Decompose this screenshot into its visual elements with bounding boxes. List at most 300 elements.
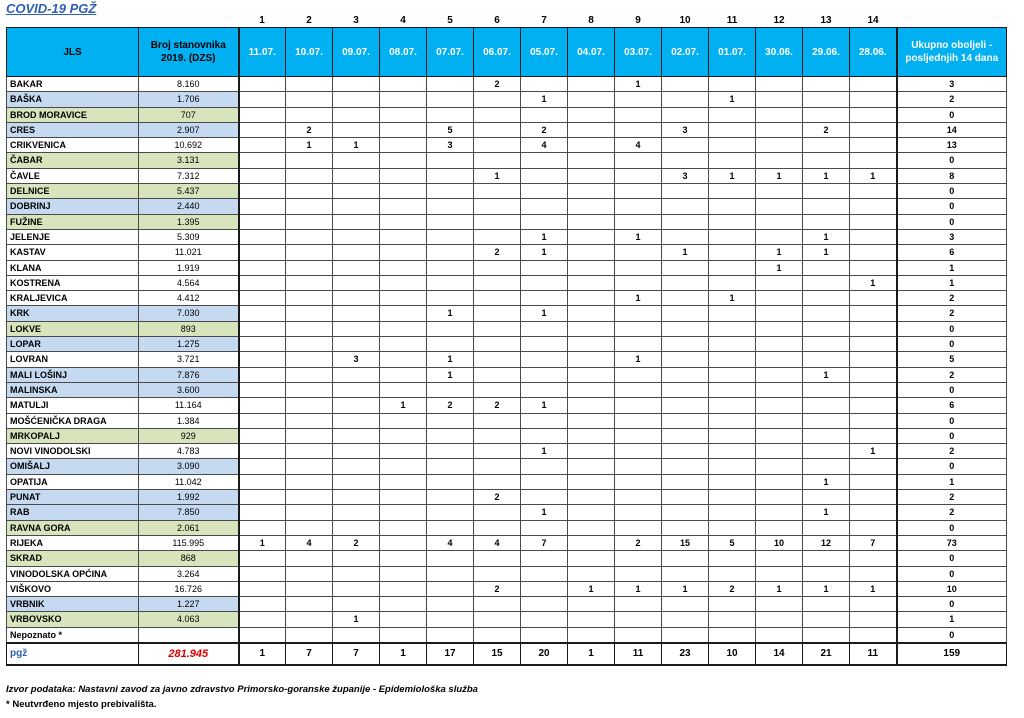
case-count-cell: 5 xyxy=(709,535,756,550)
case-count-cell xyxy=(521,275,568,290)
municipality-name: FUŽINE xyxy=(7,214,139,229)
municipality-name: BROD MORAVICE xyxy=(7,107,139,122)
case-count-cell xyxy=(709,520,756,535)
case-count-cell: 1 xyxy=(615,77,662,92)
case-count-cell xyxy=(427,428,474,443)
case-count-cell xyxy=(474,444,521,459)
case-count-cell xyxy=(521,612,568,627)
case-count-cell xyxy=(239,581,286,596)
case-count-cell xyxy=(239,474,286,489)
case-count-cell xyxy=(756,199,803,214)
case-count-cell xyxy=(850,321,897,336)
day-number: 12 xyxy=(773,15,785,26)
case-count-cell xyxy=(380,77,427,92)
row-total-cell: 0 xyxy=(897,597,1007,612)
case-count-cell: 1 xyxy=(756,260,803,275)
case-count-cell: 1 xyxy=(709,291,756,306)
case-count-cell xyxy=(380,107,427,122)
case-count-cell xyxy=(803,92,850,107)
case-count-cell xyxy=(756,214,803,229)
case-count-cell: 1 xyxy=(521,444,568,459)
case-count-cell: 1 xyxy=(709,92,756,107)
case-count-cell xyxy=(286,306,333,321)
header-row xyxy=(7,28,1007,77)
case-count-cell xyxy=(709,306,756,321)
case-count-cell xyxy=(756,428,803,443)
case-count-cell xyxy=(803,77,850,92)
case-count-cell xyxy=(662,551,709,566)
day-total: 17 xyxy=(427,643,474,665)
case-count-cell xyxy=(709,337,756,352)
case-count-cell xyxy=(239,184,286,199)
row-total-cell: 1 xyxy=(897,474,1007,489)
case-count-cell xyxy=(239,520,286,535)
municipality-name: KRK xyxy=(7,306,139,321)
case-count-cell xyxy=(803,520,850,535)
case-count-cell xyxy=(333,505,380,520)
case-count-cell xyxy=(286,367,333,382)
case-count-cell xyxy=(568,551,615,566)
case-count-cell xyxy=(333,153,380,168)
case-count-cell xyxy=(568,306,615,321)
case-count-cell xyxy=(568,535,615,550)
case-count-cell xyxy=(568,444,615,459)
population-cell: 1.706 xyxy=(139,92,239,107)
case-count-cell xyxy=(756,275,803,290)
table-row xyxy=(7,107,1007,122)
case-count-cell xyxy=(850,490,897,505)
case-count-cell: 1 xyxy=(521,398,568,413)
case-count-cell xyxy=(803,107,850,122)
case-count-cell xyxy=(850,566,897,581)
case-count-cell xyxy=(850,214,897,229)
case-count-cell xyxy=(662,490,709,505)
case-count-cell xyxy=(568,382,615,397)
population-cell: 10.692 xyxy=(139,138,239,153)
case-count-cell xyxy=(709,597,756,612)
case-count-cell: 7 xyxy=(850,535,897,550)
row-total-cell: 5 xyxy=(897,352,1007,367)
case-count-cell xyxy=(709,627,756,643)
case-count-cell xyxy=(615,398,662,413)
table-row xyxy=(7,367,1007,382)
case-count-cell xyxy=(850,229,897,244)
case-count-cell xyxy=(850,459,897,474)
case-count-cell xyxy=(568,229,615,244)
day-total: 1 xyxy=(239,643,286,665)
case-count-cell xyxy=(474,367,521,382)
municipality-name: MOŠĆENIČKA DRAGA xyxy=(7,413,139,428)
population-cell: 2.061 xyxy=(139,520,239,535)
case-count-cell xyxy=(380,367,427,382)
case-count-cell xyxy=(662,229,709,244)
case-count-cell xyxy=(615,490,662,505)
case-count-cell xyxy=(286,459,333,474)
case-count-cell: 1 xyxy=(568,581,615,596)
case-count-cell xyxy=(709,184,756,199)
case-count-cell xyxy=(239,138,286,153)
table-row xyxy=(7,627,1007,643)
row-total-cell: 1 xyxy=(897,260,1007,275)
case-count-cell xyxy=(427,199,474,214)
case-count-cell: 1 xyxy=(803,581,850,596)
case-count-cell xyxy=(568,367,615,382)
case-count-cell xyxy=(380,444,427,459)
case-count-cell xyxy=(662,321,709,336)
case-count-cell xyxy=(615,474,662,489)
case-count-cell xyxy=(615,153,662,168)
day-number: 11 xyxy=(726,15,738,26)
table-row xyxy=(7,77,1007,92)
case-count-cell xyxy=(427,184,474,199)
case-count-cell xyxy=(474,92,521,107)
case-count-cell xyxy=(709,214,756,229)
municipality-name: LOPAR xyxy=(7,337,139,352)
case-count-cell xyxy=(756,352,803,367)
case-count-cell: 4 xyxy=(474,535,521,550)
case-count-cell xyxy=(521,352,568,367)
case-count-cell xyxy=(333,107,380,122)
case-count-cell xyxy=(850,474,897,489)
case-count-cell xyxy=(850,551,897,566)
case-count-cell xyxy=(380,612,427,627)
day-number: 8 xyxy=(588,15,594,26)
table-row xyxy=(7,306,1007,321)
case-count-cell xyxy=(286,77,333,92)
date-header: 28.06. xyxy=(850,28,897,77)
case-count-cell xyxy=(380,352,427,367)
case-count-cell xyxy=(286,505,333,520)
table-row xyxy=(7,184,1007,199)
case-count-cell: 1 xyxy=(803,367,850,382)
case-count-cell xyxy=(662,398,709,413)
case-count-cell xyxy=(662,214,709,229)
day-total: 11 xyxy=(850,643,897,665)
case-count-cell: 1 xyxy=(850,168,897,183)
case-count-cell xyxy=(239,291,286,306)
case-count-cell: 1 xyxy=(662,245,709,260)
grand-total: 159 xyxy=(897,643,1007,665)
case-count-cell xyxy=(803,627,850,643)
row-total-cell: 2 xyxy=(897,92,1007,107)
case-count-cell xyxy=(333,199,380,214)
municipality-name: MATULJI xyxy=(7,398,139,413)
row-total-cell: 0 xyxy=(897,107,1007,122)
case-count-cell xyxy=(803,413,850,428)
case-count-cell xyxy=(380,321,427,336)
population-cell: 5.437 xyxy=(139,184,239,199)
case-count-cell xyxy=(662,138,709,153)
municipality-name: CRES xyxy=(7,122,139,137)
row-total-cell: 0 xyxy=(897,184,1007,199)
case-count-cell xyxy=(662,367,709,382)
case-count-cell xyxy=(474,551,521,566)
case-count-cell xyxy=(239,245,286,260)
case-count-cell xyxy=(239,566,286,581)
case-count-cell xyxy=(286,490,333,505)
case-count-cell: 2 xyxy=(474,398,521,413)
case-count-cell xyxy=(474,459,521,474)
case-count-cell: 1 xyxy=(239,535,286,550)
table-row xyxy=(7,444,1007,459)
date-header: 06.07. xyxy=(474,28,521,77)
population-cell: 7.876 xyxy=(139,367,239,382)
case-count-cell xyxy=(474,229,521,244)
case-count-cell xyxy=(286,321,333,336)
case-count-cell xyxy=(709,352,756,367)
municipality-name: BAŠKA xyxy=(7,92,139,107)
case-count-cell xyxy=(521,428,568,443)
population-cell xyxy=(139,627,239,643)
case-count-cell: 2 xyxy=(615,535,662,550)
case-count-cell xyxy=(662,612,709,627)
case-count-cell xyxy=(239,505,286,520)
case-count-cell xyxy=(286,184,333,199)
case-count-cell xyxy=(662,627,709,643)
case-count-cell xyxy=(756,337,803,352)
row-total-cell: 0 xyxy=(897,551,1007,566)
day-total: 21 xyxy=(803,643,850,665)
case-count-cell xyxy=(756,77,803,92)
case-count-cell xyxy=(286,398,333,413)
case-count-cell xyxy=(286,581,333,596)
population-cell: 5.309 xyxy=(139,229,239,244)
case-count-cell: 2 xyxy=(521,122,568,137)
case-count-cell: 4 xyxy=(615,138,662,153)
case-count-cell xyxy=(709,382,756,397)
case-count-cell xyxy=(850,77,897,92)
date-header: 29.06. xyxy=(803,28,850,77)
row-total-cell: 0 xyxy=(897,382,1007,397)
case-count-cell xyxy=(239,107,286,122)
case-count-cell xyxy=(239,275,286,290)
case-count-cell xyxy=(286,260,333,275)
case-count-cell xyxy=(756,597,803,612)
case-count-cell xyxy=(615,382,662,397)
table-row xyxy=(7,459,1007,474)
case-count-cell xyxy=(709,199,756,214)
table-row xyxy=(7,245,1007,260)
population-cell: 11.164 xyxy=(139,398,239,413)
municipality-name: KLANA xyxy=(7,260,139,275)
case-count-cell xyxy=(427,153,474,168)
case-count-cell xyxy=(756,520,803,535)
municipality-name: OPATIJA xyxy=(7,474,139,489)
case-count-cell xyxy=(756,321,803,336)
case-count-cell xyxy=(239,413,286,428)
case-count-cell xyxy=(521,291,568,306)
case-count-cell xyxy=(568,520,615,535)
case-count-cell xyxy=(380,199,427,214)
case-count-cell: 4 xyxy=(427,535,474,550)
case-count-cell xyxy=(709,122,756,137)
case-count-cell xyxy=(568,321,615,336)
case-count-cell xyxy=(850,291,897,306)
table-row xyxy=(7,321,1007,336)
case-count-cell xyxy=(756,122,803,137)
case-count-cell: 1 xyxy=(850,581,897,596)
population-cell: 3.600 xyxy=(139,382,239,397)
case-count-cell xyxy=(521,474,568,489)
case-count-cell xyxy=(474,520,521,535)
case-count-cell xyxy=(709,138,756,153)
case-count-cell xyxy=(239,229,286,244)
case-count-cell xyxy=(615,505,662,520)
municipality-name: PUNAT xyxy=(7,490,139,505)
case-count-cell xyxy=(380,459,427,474)
case-count-cell xyxy=(756,413,803,428)
case-count-cell xyxy=(474,597,521,612)
municipality-name: MALINSKA xyxy=(7,382,139,397)
case-count-cell xyxy=(756,382,803,397)
case-count-cell xyxy=(427,597,474,612)
case-count-cell xyxy=(568,474,615,489)
case-count-cell xyxy=(521,459,568,474)
row-total-cell: 2 xyxy=(897,490,1007,505)
case-count-cell xyxy=(615,275,662,290)
case-count-cell xyxy=(333,260,380,275)
case-count-cell xyxy=(756,291,803,306)
case-count-cell xyxy=(380,138,427,153)
population-cell: 1.992 xyxy=(139,490,239,505)
population-cell: 3.131 xyxy=(139,153,239,168)
day-total: 15 xyxy=(474,643,521,665)
case-count-cell xyxy=(474,428,521,443)
case-count-cell xyxy=(756,306,803,321)
case-count-cell xyxy=(474,382,521,397)
population-cell: 11.042 xyxy=(139,474,239,489)
case-count-cell xyxy=(333,428,380,443)
day-number: 5 xyxy=(447,15,453,26)
day-total: 20 xyxy=(521,643,568,665)
case-count-cell xyxy=(756,367,803,382)
case-count-cell: 2 xyxy=(709,581,756,596)
case-count-cell xyxy=(427,413,474,428)
case-count-cell xyxy=(803,428,850,443)
case-count-cell xyxy=(333,214,380,229)
case-count-cell xyxy=(521,168,568,183)
case-count-cell: 2 xyxy=(427,398,474,413)
case-count-cell xyxy=(521,520,568,535)
case-count-cell xyxy=(474,138,521,153)
case-count-cell xyxy=(286,229,333,244)
table-row xyxy=(7,490,1007,505)
case-count-cell xyxy=(427,275,474,290)
table-row xyxy=(7,168,1007,183)
population-total: 281.945 xyxy=(139,643,239,665)
case-count-cell xyxy=(568,122,615,137)
case-count-cell: 12 xyxy=(803,535,850,550)
case-count-cell xyxy=(662,92,709,107)
case-count-cell xyxy=(239,92,286,107)
case-count-cell xyxy=(521,321,568,336)
date-header: 09.07. xyxy=(333,28,380,77)
day-total: 1 xyxy=(380,643,427,665)
day-number: 1 xyxy=(259,15,265,26)
municipality-name: RAB xyxy=(7,505,139,520)
case-count-cell xyxy=(239,551,286,566)
municipality-name: DOBRINJ xyxy=(7,199,139,214)
case-count-cell xyxy=(474,321,521,336)
case-count-cell: 1 xyxy=(427,352,474,367)
table-row xyxy=(7,214,1007,229)
case-count-cell xyxy=(803,321,850,336)
day-number-row xyxy=(7,9,1007,28)
case-count-cell xyxy=(803,184,850,199)
case-count-cell: 1 xyxy=(333,612,380,627)
case-count-cell xyxy=(239,382,286,397)
case-count-cell xyxy=(615,459,662,474)
case-count-cell: 3 xyxy=(662,168,709,183)
case-count-cell xyxy=(662,306,709,321)
date-header: 02.07. xyxy=(662,28,709,77)
case-count-cell xyxy=(286,612,333,627)
case-count-cell xyxy=(568,153,615,168)
population-cell: 1.227 xyxy=(139,597,239,612)
case-count-cell xyxy=(662,459,709,474)
case-count-cell xyxy=(427,168,474,183)
population-cell: 7.030 xyxy=(139,306,239,321)
municipality-name: VIŠKOVO xyxy=(7,581,139,596)
case-count-cell xyxy=(380,214,427,229)
municipality-name: Nepoznato * xyxy=(7,627,139,643)
case-count-cell xyxy=(286,352,333,367)
case-count-cell xyxy=(521,153,568,168)
case-count-cell: 1 xyxy=(521,306,568,321)
case-count-cell xyxy=(521,184,568,199)
case-count-cell xyxy=(568,566,615,581)
case-count-cell xyxy=(662,444,709,459)
case-count-cell xyxy=(803,138,850,153)
case-count-cell xyxy=(709,474,756,489)
case-count-cell xyxy=(286,428,333,443)
population-cell: 4.063 xyxy=(139,612,239,627)
case-count-cell xyxy=(333,168,380,183)
case-count-cell xyxy=(756,474,803,489)
case-count-cell xyxy=(803,490,850,505)
municipality-name: LOKVE xyxy=(7,321,139,336)
population-cell: 3.090 xyxy=(139,459,239,474)
case-count-cell xyxy=(239,214,286,229)
case-count-cell xyxy=(615,260,662,275)
case-count-cell xyxy=(333,551,380,566)
population-cell: 16.726 xyxy=(139,581,239,596)
row-total-cell: 14 xyxy=(897,122,1007,137)
case-count-cell xyxy=(474,184,521,199)
case-count-cell xyxy=(239,122,286,137)
table-row xyxy=(7,581,1007,596)
case-count-cell: 4 xyxy=(286,535,333,550)
page-title: COVID-19 PGŽ xyxy=(6,1,97,16)
case-count-cell xyxy=(286,275,333,290)
case-count-cell xyxy=(333,566,380,581)
table-row xyxy=(7,428,1007,443)
case-count-cell: 1 xyxy=(615,291,662,306)
municipality-name: JELENJE xyxy=(7,229,139,244)
case-count-cell xyxy=(850,428,897,443)
case-count-cell xyxy=(615,122,662,137)
row-total-cell: 0 xyxy=(897,199,1007,214)
case-count-cell xyxy=(709,566,756,581)
day-number: 9 xyxy=(635,15,641,26)
date-header: 04.07. xyxy=(568,28,615,77)
day-number: 2 xyxy=(306,15,312,26)
case-count-cell xyxy=(850,153,897,168)
case-count-cell xyxy=(380,122,427,137)
case-count-cell xyxy=(333,122,380,137)
case-count-cell xyxy=(568,428,615,443)
case-count-cell xyxy=(239,490,286,505)
